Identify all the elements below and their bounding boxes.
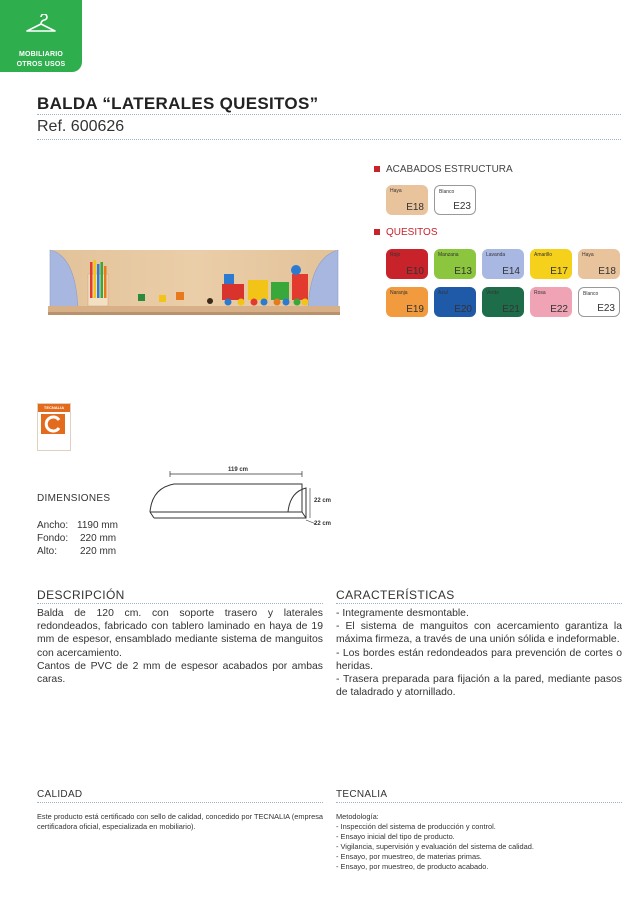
feature-item: - El sistema de manguitos con acercamiento garantiza la máxima firmeza, a través de una unión sólida e indeformable.: [336, 621, 622, 646]
description-heading: DESCRIPCIÓN: [37, 588, 125, 602]
tecnalia-badge-brand: TECNALIA: [38, 404, 70, 412]
tecnalia-item: - Ensayo inicial del tipo de producto.: [336, 832, 455, 841]
feature-item: - Integramente desmontable.: [336, 608, 469, 619]
description-divider: [37, 603, 323, 604]
feature-item: - Trasera preparada para fijación a la pared, mediante pasos de taladrado y atornillado.: [336, 674, 622, 699]
swatch-quesito-blanco[interactable]: Blanco E23: [578, 287, 620, 317]
category-tab: [0, 0, 82, 72]
swatch-quesito-azul[interactable]: Azul E20: [434, 287, 476, 317]
swatch-quesito-verde[interactable]: Verde E21: [482, 287, 524, 317]
tecnalia-intro: Metodología:: [336, 812, 379, 821]
features-list: [336, 607, 622, 699]
tecnalia-item: - Ensayo, por muestreo, de materias primas.: [336, 852, 482, 861]
quality-divider: [37, 802, 323, 803]
dim-width-label: Ancho:: [37, 520, 69, 531]
swatch-quesito-rojo[interactable]: Rojo E10: [386, 249, 428, 279]
product-photo: [46, 244, 342, 322]
dimensions-heading: DIMENSIONES: [37, 493, 111, 504]
category-line1: MOBILIARIO: [19, 51, 63, 58]
quality-heading: CALIDAD: [37, 789, 83, 800]
drawing-height-label: 22 cm: [314, 498, 332, 504]
swatch-quesito-manzana[interactable]: Manzana E13: [434, 249, 476, 279]
red-square-icon: [374, 166, 380, 172]
drawing-depth-label: 22 cm: [314, 521, 332, 527]
description-body: [37, 607, 323, 686]
tecnalia-divider: [336, 802, 622, 803]
swatch-quesito-haya[interactable]: Haya E18: [578, 249, 620, 279]
dim-height-value: 220 mm: [80, 546, 117, 557]
swatch-structure-haya[interactable]: Haya E18: [386, 185, 428, 215]
product-ref: Ref. 600626: [37, 118, 125, 135]
structure-finishes-label: ACABADOS ESTRUCTURA: [374, 164, 513, 175]
swatch-quesito-amarillo[interactable]: Amarillo E17: [530, 249, 572, 279]
tecnalia-badge: [37, 403, 71, 451]
product-title: BALDA “LATERALES QUESITOS”: [37, 94, 319, 113]
category-line2: OTROS USOS: [16, 61, 66, 68]
tecnalia-item: - Ensayo, por muestreo, de producto acabado.: [336, 862, 489, 871]
swatch-quesito-rosa[interactable]: Rosa E22: [530, 287, 572, 317]
tecnalia-item: - Inspección del sistema de producción y control.: [336, 822, 496, 831]
swatch-quesito-lavanda[interactable]: Lavanda E14: [482, 249, 524, 279]
tecnalia-methodology: [336, 812, 622, 872]
tecnalia-item: - Vigilancia, supervisión y evaluación del sistema de calidad.: [336, 842, 534, 851]
ref-divider: [37, 139, 621, 140]
red-square-icon: [374, 229, 380, 235]
quality-text: Este producto está certificado con sello de calidad, concedido por TECNALIA (empresa certificadora oficial, especializada en mobiliario).: [37, 812, 323, 831]
tecnalia-heading: TECNALIA: [336, 789, 388, 800]
description-p1: Balda de 120 cm. con soporte trasero y laterales redondeados, fabricado con tablero laminado en haya de 19 mm de espesor, ensamblado mediante sistema de manguitos con acercamiento.: [37, 608, 323, 659]
dim-height-label: Alto:: [37, 546, 58, 557]
hanger-icon: [24, 14, 58, 36]
drawing-width-label: 119 cm: [228, 467, 249, 473]
features-divider: [336, 603, 622, 604]
title-divider: [37, 114, 621, 115]
feature-item: - Los bordes están redondeados para prevención de cortes o heridas.: [336, 647, 622, 672]
swatch-quesito-naranja[interactable]: Naranja E19: [386, 287, 428, 317]
features-heading: CARACTERÍSTICAS: [336, 588, 455, 602]
description-p2: Cantos de PVC de 2 mm de espesor acabados por ambas caras.: [37, 660, 323, 686]
dim-width-value: 1190 mm: [77, 520, 118, 531]
quesitos-label: QUESITOS: [374, 227, 438, 238]
certification-seal-icon: [38, 412, 68, 436]
dim-depth-value: 220 mm: [80, 533, 117, 544]
swatch-structure-blanco[interactable]: Blanco E23: [434, 185, 476, 215]
dim-depth-label: Fondo:: [37, 533, 69, 544]
